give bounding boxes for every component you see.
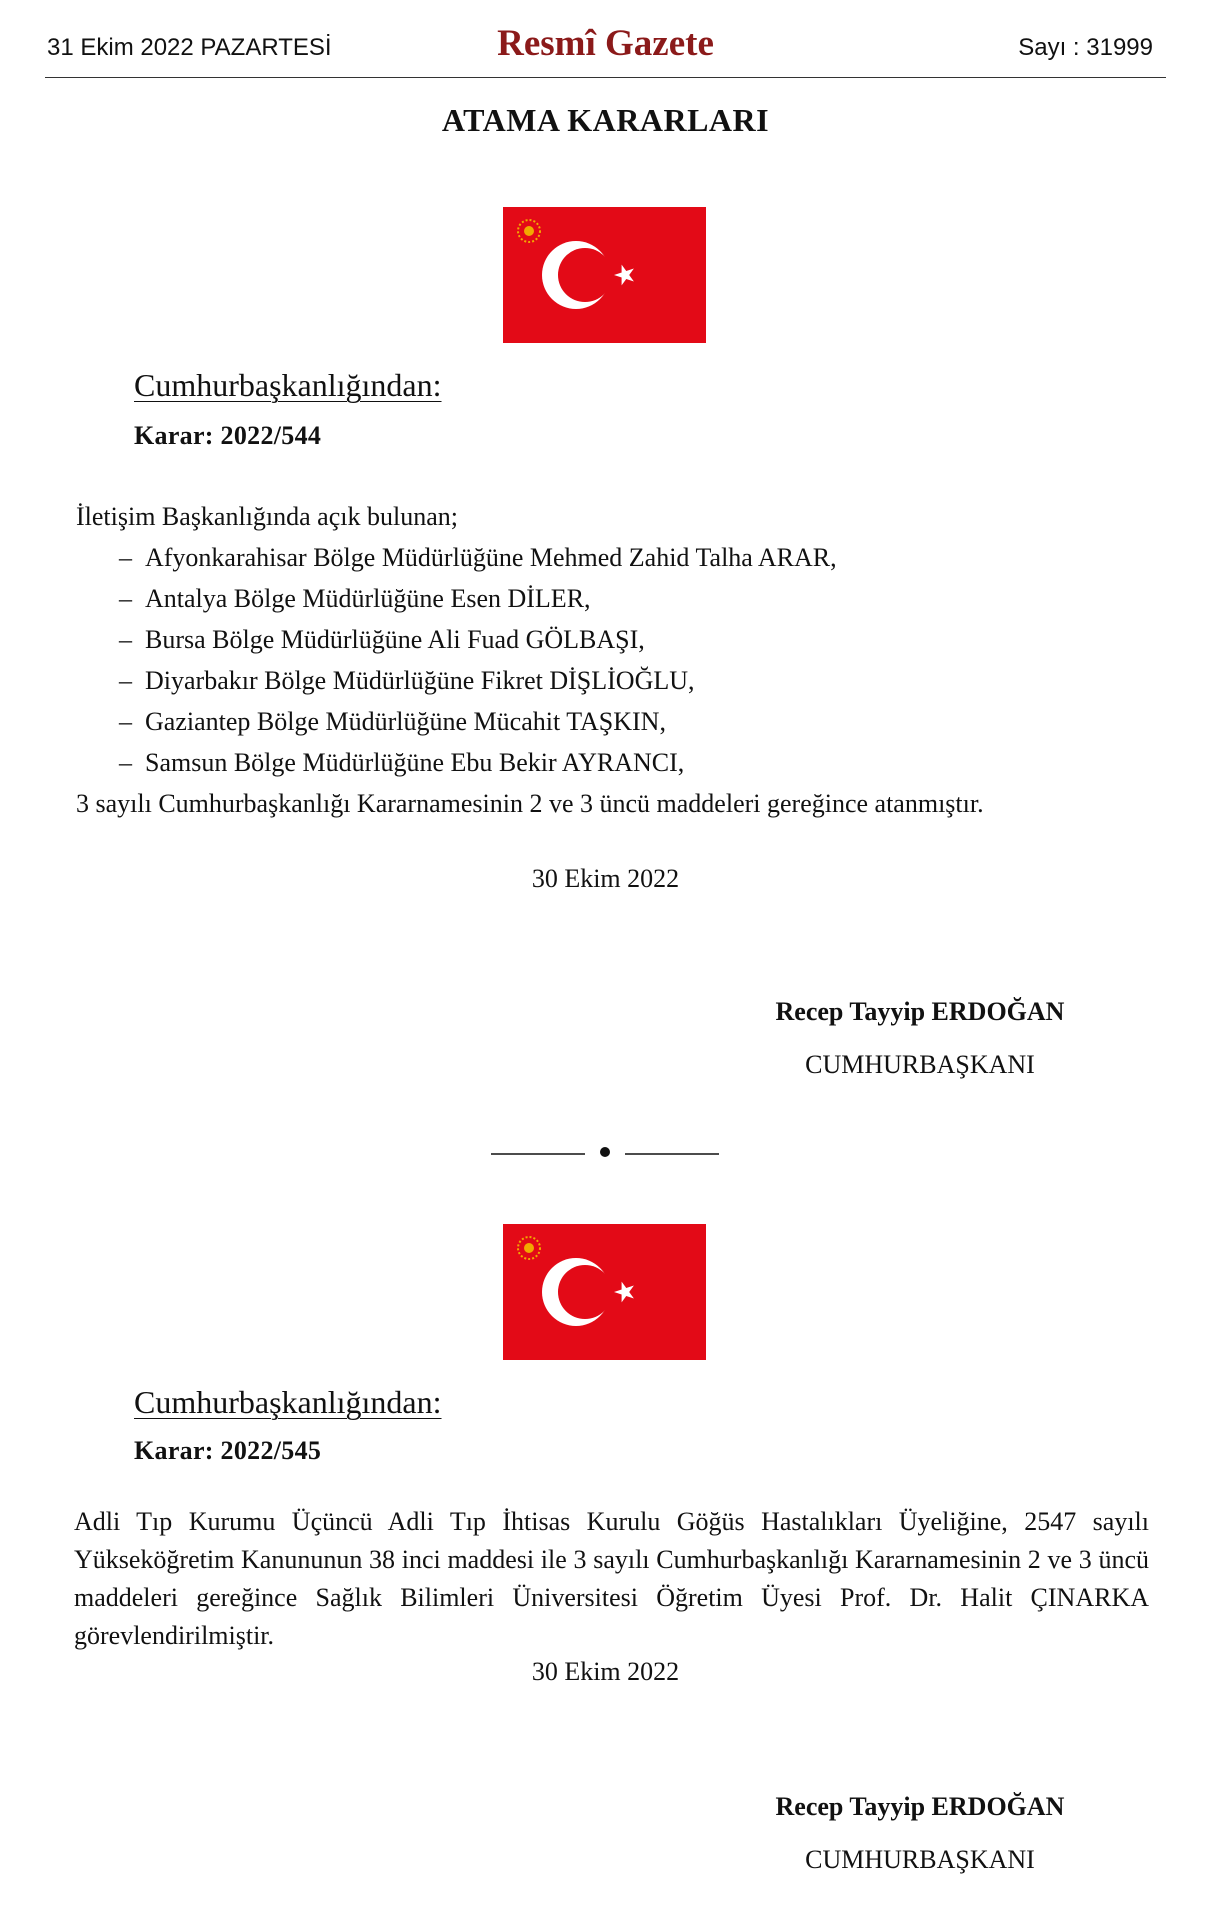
section-divider (0, 1130, 1211, 1170)
decision-date: 30 Ekim 2022 (531, 1657, 680, 1686)
appointment-list (119, 537, 837, 783)
issue-number: Sayı : 31999 (1018, 34, 1153, 61)
signer-name: Recep Tayyip ERDOĞAN (775, 997, 1065, 1026)
decision-number: Karar: 2022/544 (134, 421, 322, 450)
signer-name: Recep Tayyip ERDOĞAN (775, 1792, 1065, 1821)
list-dash: – (119, 584, 132, 613)
list-dash: – (119, 625, 132, 654)
decision-intro: İletişim Başkanlığında açık bulunan; (76, 502, 458, 531)
appointment-text: Antalya Bölge Müdürlüğüne Esen DİLER, (145, 584, 591, 613)
issuer-heading: Cumhurbaşkanlığından: (134, 1384, 442, 1420)
decision-number: Karar: 2022/545 (134, 1436, 322, 1465)
appointment-text: Bursa Bölge Müdürlüğüne Ali Fuad GÖLBAŞI, (145, 625, 645, 654)
appointment-text: Diyarbakır Bölge Müdürlüğüne Fikret DİŞLİOĞLU, (145, 666, 695, 695)
header-date: 31 Ekim 2022 PAZARTESİ (47, 34, 332, 61)
gazette-masthead: Resmî Gazete (497, 23, 714, 64)
list-item (119, 537, 837, 578)
turkish-flag-icon (503, 1224, 706, 1360)
list-dash: – (119, 543, 132, 572)
decision-closing: 3 sayılı Cumhurbaşkanlığı Kararnamesinin 2 ve 3 üncü maddeleri gereğince atanmıştır. (76, 789, 984, 818)
list-dash: – (119, 666, 132, 695)
decision-date: 30 Ekim 2022 (531, 864, 680, 893)
signer-title: CUMHURBAŞKANI (805, 1845, 1035, 1874)
list-item (119, 578, 837, 619)
list-dash: – (119, 707, 132, 736)
turkish-flag-icon (503, 207, 706, 343)
signer-title: CUMHURBAŞKANI (805, 1050, 1035, 1079)
list-item (119, 742, 837, 783)
list-item (119, 619, 837, 660)
appointment-text: Gaziantep Bölge Müdürlüğüne Mücahit TAŞKIN, (145, 707, 666, 736)
list-item (119, 701, 837, 742)
list-item (119, 660, 837, 701)
header-rule (45, 77, 1166, 78)
appointment-text: Afyonkarahisar Bölge Müdürlüğüne Mehmed Zahid Talha ARAR, (145, 543, 837, 572)
appointment-text: Samsun Bölge Müdürlüğüne Ebu Bekir AYRANCI, (145, 748, 685, 777)
list-dash: – (119, 748, 132, 777)
page-title: ATAMA KARARLARI (441, 102, 770, 138)
decision-body: Adli Tıp Kurumu Üçüncü Adli Tıp İhtisas Kurulu Göğüs Hastalıkları Üyeliğine, 2547 sayılı Yükseköğretim Kanununun 38 inci maddesi ile 3 sayılı Cumhurbaşkanlığı Kararnamesinin 2 ve 3 üncü maddeleri gereğince Sağlık Bilimleri Üniversitesi Öğretim Üyesi Prof. Dr. Halit ÇINARKA görevlendirilmiştir. (74, 1507, 1149, 1650)
issuer-heading: Cumhurbaşkanlığından: (134, 367, 442, 403)
